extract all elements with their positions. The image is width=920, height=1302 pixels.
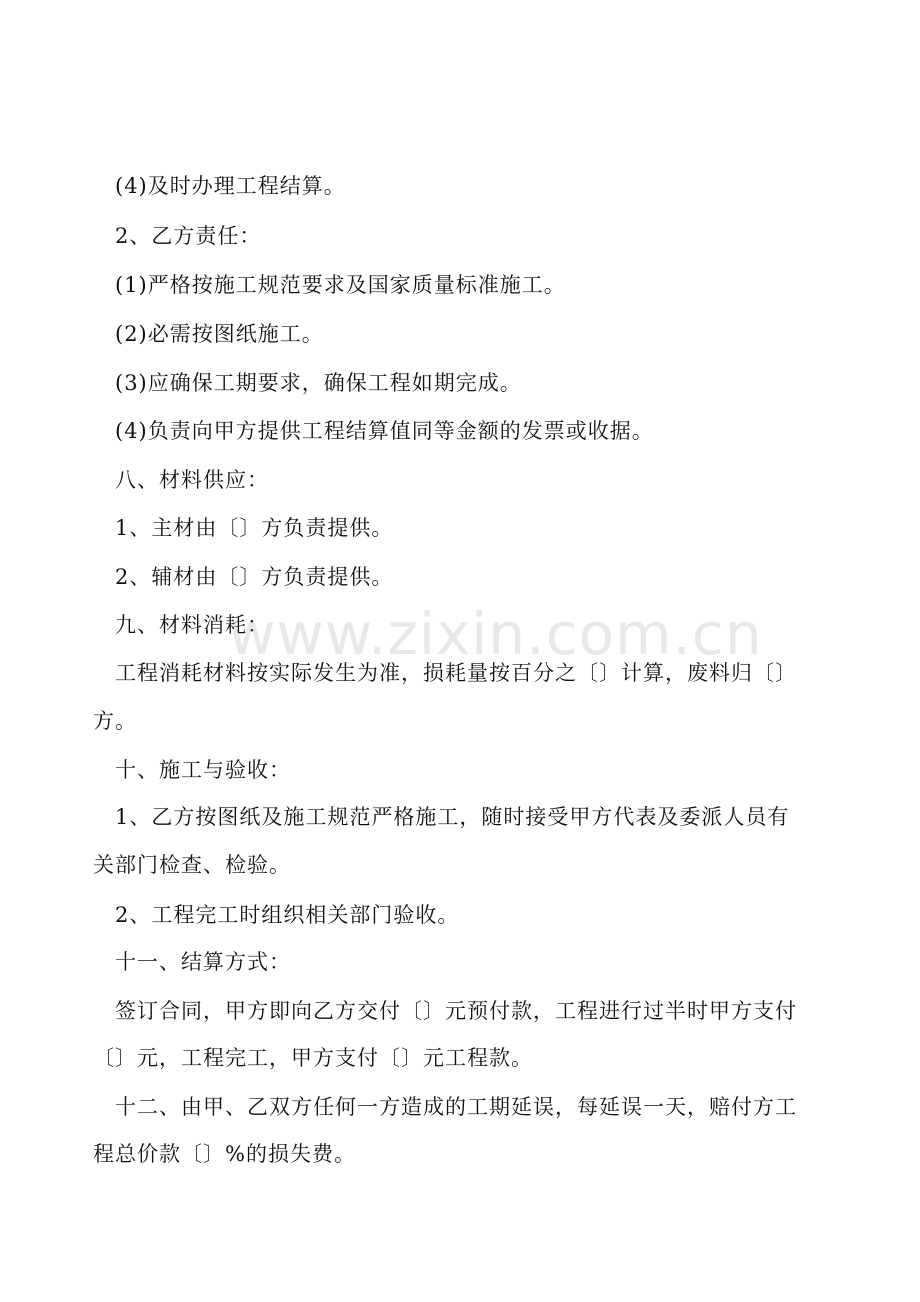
section-heading-12b: 程总价款〔〕%的损失费。 (93, 1142, 356, 1166)
section-heading-10: 十、施工与验收： (115, 758, 291, 782)
section-heading-8: 八、材料供应： (115, 468, 269, 492)
line-settlement-1a: 签订合同，甲方即向乙方交付〔〕元预付款，工程进行过半时甲方支付 (115, 999, 797, 1023)
line-party-b-3: (3)应确保工期要求，确保工程如期完成。 (115, 371, 522, 395)
line-consumption-2: 方。 (93, 709, 137, 733)
watermark-text: www.zixin.com.cn (228, 600, 763, 668)
line-party-b-4: (4)负责向甲方提供工程结算值同等金额的发票或收据。 (115, 419, 654, 443)
line-acceptance-2: 2、工程完工时组织相关部门验收。 (115, 903, 460, 927)
line-settlement-1b: 〔〕元，工程完工，甲方支付〔〕元工程款。 (93, 1046, 533, 1070)
line-party-b-1: (1)严格按施工规范要求及国家质量标准施工。 (115, 273, 566, 297)
line-party-b-2: (2)必需按图纸施工。 (115, 322, 324, 346)
line-party-b-heading: 2、乙方责任： (115, 224, 262, 248)
line-acceptance-1b: 关部门检查、检验。 (93, 853, 291, 877)
line-acceptance-1a: 1、乙方按图纸及施工规范严格施工，随时接受甲方代表及委派人员有 (115, 805, 790, 829)
line-materials-1: 1、主材由〔〕方负责提供。 (115, 516, 394, 540)
section-heading-12a: 十二、由甲、乙双方任何一方造成的工期延误，每延误一天，赔付方工 (115, 1095, 797, 1119)
section-heading-9: 九、材料消耗： (115, 613, 269, 637)
line-consumption-1: 工程消耗材料按实际发生为准，损耗量按百分之〔〕计算，废料归〔〕 (115, 661, 797, 685)
line-materials-2: 2、辅材由〔〕方负责提供。 (115, 565, 394, 589)
line-clause-4: (4)及时办理工程结算。 (115, 174, 346, 198)
section-heading-11: 十一、结算方式： (115, 950, 291, 974)
